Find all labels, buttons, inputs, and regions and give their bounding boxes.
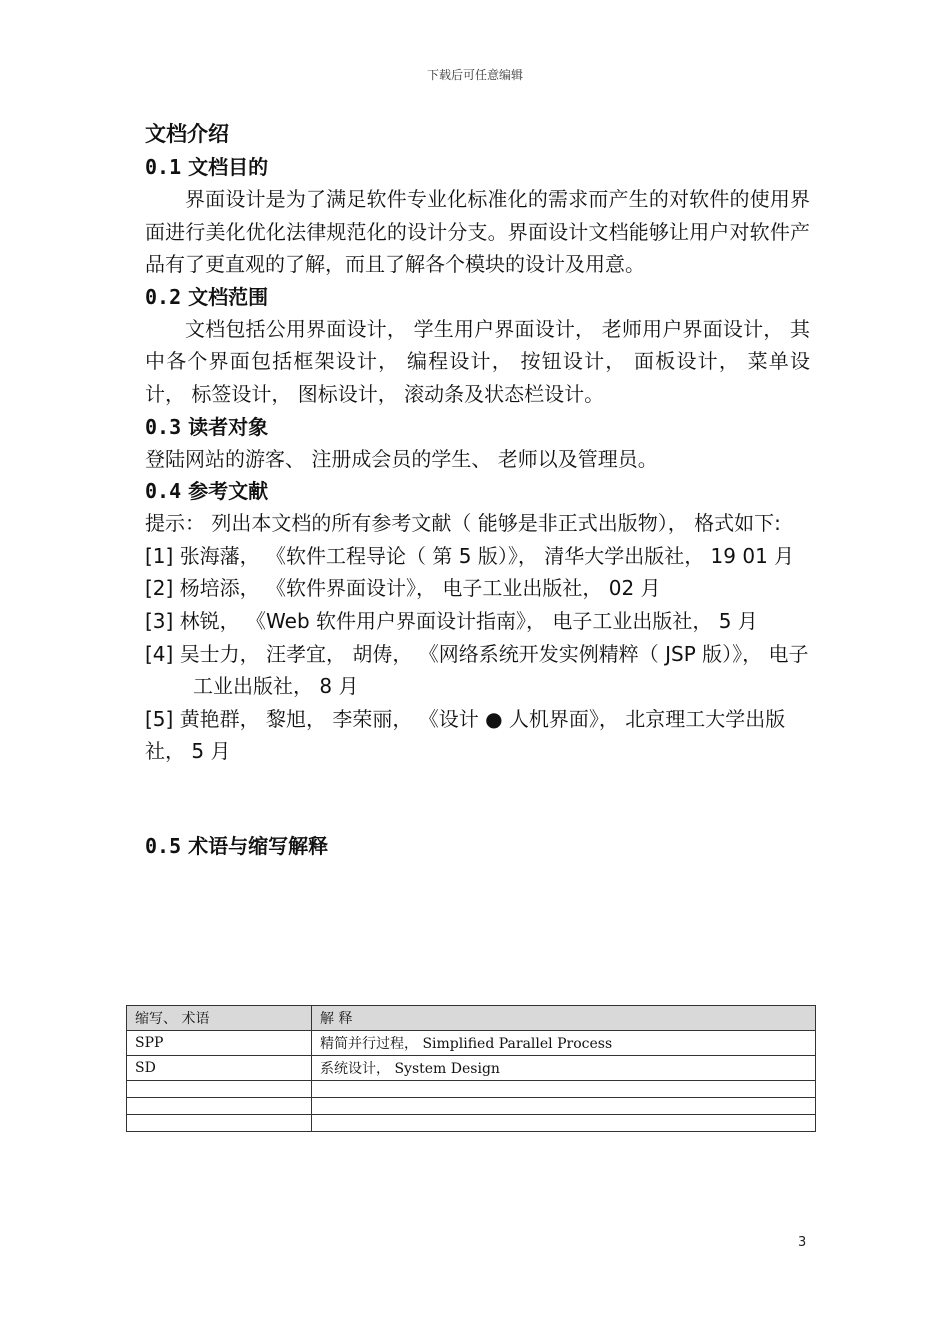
section-number: 0.2 — [145, 284, 182, 309]
table-cell: SD — [127, 1056, 312, 1081]
page-number: 3 — [798, 1235, 807, 1250]
section-paragraph: 界面设计是为了满足软件专业化标准化的需求而产生的对软件的使用界面进行美化优化法律规范化的设计分支。界面设计文档能够让用户对软件产品有了更直观的了解，而且了解各个模块的设计及用意。 — [145, 187, 810, 277]
reference-item: [2] 杨培添， 《软件界面设计》， 电子工业出版社， 02 月 — [145, 576, 661, 601]
table-cell: 系统设计， System Design — [312, 1056, 816, 1081]
section-heading — [145, 281, 810, 313]
doc-title: 文档介绍 — [145, 122, 229, 146]
section-heading — [145, 411, 810, 443]
table-row — [127, 1056, 816, 1081]
reference-item: [1] 张海藩， 《软件工程导论（ 第 5 版）》， 清华大学出版社， 19 01 月 — [145, 543, 795, 568]
table-cell — [127, 1115, 312, 1132]
table-header-row — [127, 1006, 816, 1031]
table-header-cell: 解 释 — [312, 1006, 816, 1031]
table-cell — [312, 1115, 816, 1132]
table-cell — [127, 1081, 312, 1098]
section-number: 0.1 — [145, 155, 182, 179]
spacer — [145, 768, 810, 830]
section-heading — [145, 475, 810, 507]
table-row — [127, 1098, 816, 1115]
section-paragraph: 文档包括公用界面设计， 学生用户界面设计， 老师用户界面设计， 其中各个界面包括框架设计， 编程设计， 按钮设计， 面板设计， 菜单设计， 标签设计， 图标设计， 滚动条及状态栏设计。 — [145, 316, 810, 406]
section-title: 术语与缩写解释 — [188, 833, 329, 858]
table-row — [127, 1081, 816, 1098]
table-cell: SPP — [127, 1031, 312, 1056]
section-heading — [145, 830, 810, 862]
section-title: 文档范围 — [188, 284, 269, 309]
reference-item: [3] 林锐， 《Web 软件用户界面设计指南》， 电子工业出版社， 5 月 — [145, 608, 758, 633]
table-cell — [127, 1098, 312, 1115]
terms-table — [126, 1005, 816, 1132]
table-cell — [312, 1098, 816, 1115]
document-body — [145, 118, 810, 862]
table-cell — [312, 1081, 816, 1098]
section-title: 参考文献 — [188, 479, 269, 504]
section-paragraph: 登陆网站的游客、 注册成会员的学生、 老师以及管理员。 — [145, 446, 658, 471]
table-header-cell: 缩写、 术语 — [127, 1006, 312, 1031]
reference-item: [5] 黄艳群， 黎旭， 李荣丽， 《设计 ● 人机界面》， 北京理工大学出版社， 5 月 — [145, 706, 786, 764]
section-paragraph: 提示： 列出本文档的所有参考文献（ 能够是非正式出版物）， 格式如下: — [145, 511, 781, 536]
section-heading — [145, 151, 810, 183]
table-row — [127, 1115, 816, 1132]
section-number: 0.3 — [145, 414, 182, 439]
section-title: 文档目的 — [188, 155, 269, 179]
section-number: 0.5 — [145, 833, 182, 858]
table-row — [127, 1031, 816, 1056]
section-title: 读者对象 — [188, 414, 269, 439]
section-number: 0.4 — [145, 479, 182, 504]
reference-item: [4] 吴士力， 汪孝宜， 胡俦， 《网络系统开发实例精粹（ JSP 版）》， 电子工业出版社， 8 月 — [145, 641, 809, 699]
table-cell: 精简并行过程， Simplified Parallel Process — [312, 1031, 816, 1056]
header-note: 下载后可任意编辑 — [426, 68, 523, 82]
